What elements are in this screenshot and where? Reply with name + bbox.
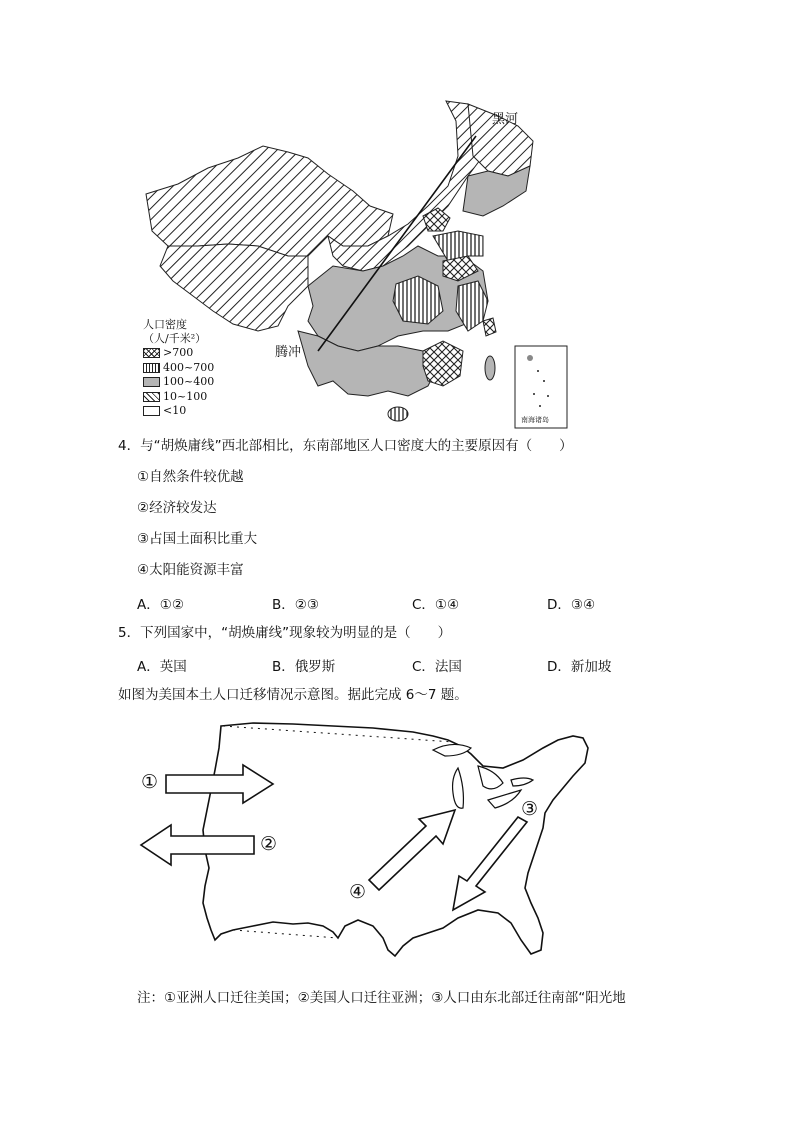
region-hainan [388, 407, 408, 421]
region-guangdong-cross [423, 341, 463, 386]
arrow-label-2: ② [260, 833, 278, 855]
q4-option-d[interactable]: D．③④ [547, 597, 596, 613]
region-taiwan [485, 356, 495, 380]
legend-swatch-gray [143, 377, 160, 387]
legend-item: 100~400 [143, 375, 214, 390]
map-note: 注：①亚洲人口迁往美国；②美国人口迁往亚洲；③人口由东北部迁往南部“阳光地 [137, 990, 626, 1006]
statement-1: ①自然条件较优越 [137, 469, 244, 485]
section-intro: 如图为美国本土人口迁移情况示意图。据此完成 6～7 题。 [118, 687, 468, 703]
us-migration-map [133, 718, 603, 968]
legend-item: >700 [143, 346, 214, 361]
q4-option-a[interactable]: A．①② [137, 597, 184, 613]
city-label-tengchong: 腾冲 [275, 345, 302, 360]
border-ticks-south [233, 930, 338, 938]
legend-swatch-cross [143, 348, 160, 358]
region-northeast-gray [463, 166, 530, 216]
inset-label: 南海诸岛 [521, 416, 549, 424]
question-4-stem: 4．与“胡焕庸线”西北部相比，东南部地区人口密度大的主要原因有（ ） [118, 438, 573, 454]
q5-option-a[interactable]: A．英国 [137, 659, 187, 675]
q4-option-b[interactable]: B．②③ [272, 597, 319, 613]
region-northwest [146, 146, 393, 256]
statement-2: ②经济较发达 [137, 500, 217, 516]
region-shanghai-cross [483, 318, 496, 336]
legend-title: 人口密度 [143, 318, 187, 331]
legend-item: 400~700 [143, 361, 214, 376]
arrow-label-3: ③ [521, 798, 539, 820]
legend-item: 10~100 [143, 390, 214, 405]
legend-swatch-white [143, 406, 160, 416]
legend-swatch-diagonal [143, 392, 160, 402]
legend-swatch-vertical [143, 363, 160, 373]
q5-option-d[interactable]: D．新加坡 [547, 659, 612, 675]
arrow-label-4: ④ [349, 881, 367, 903]
legend-unit: （人/千米²） [143, 332, 207, 345]
map-legend [143, 318, 214, 419]
arrow-label-1: ① [141, 771, 159, 793]
q5-option-c[interactable]: C．法国 [412, 659, 462, 675]
statement-4: ④太阳能资源丰富 [137, 562, 244, 578]
question-5-stem: 5．下列国家中，“胡焕庸线”现象较为明显的是（ ） [118, 625, 452, 641]
q5-option-b[interactable]: B．俄罗斯 [272, 659, 336, 675]
statement-3: ③占国土面积比重大 [137, 531, 258, 547]
city-label-heihe: 黑河 [492, 112, 519, 127]
q4-option-c[interactable]: C．①④ [412, 597, 460, 613]
legend-item: <10 [143, 404, 214, 419]
